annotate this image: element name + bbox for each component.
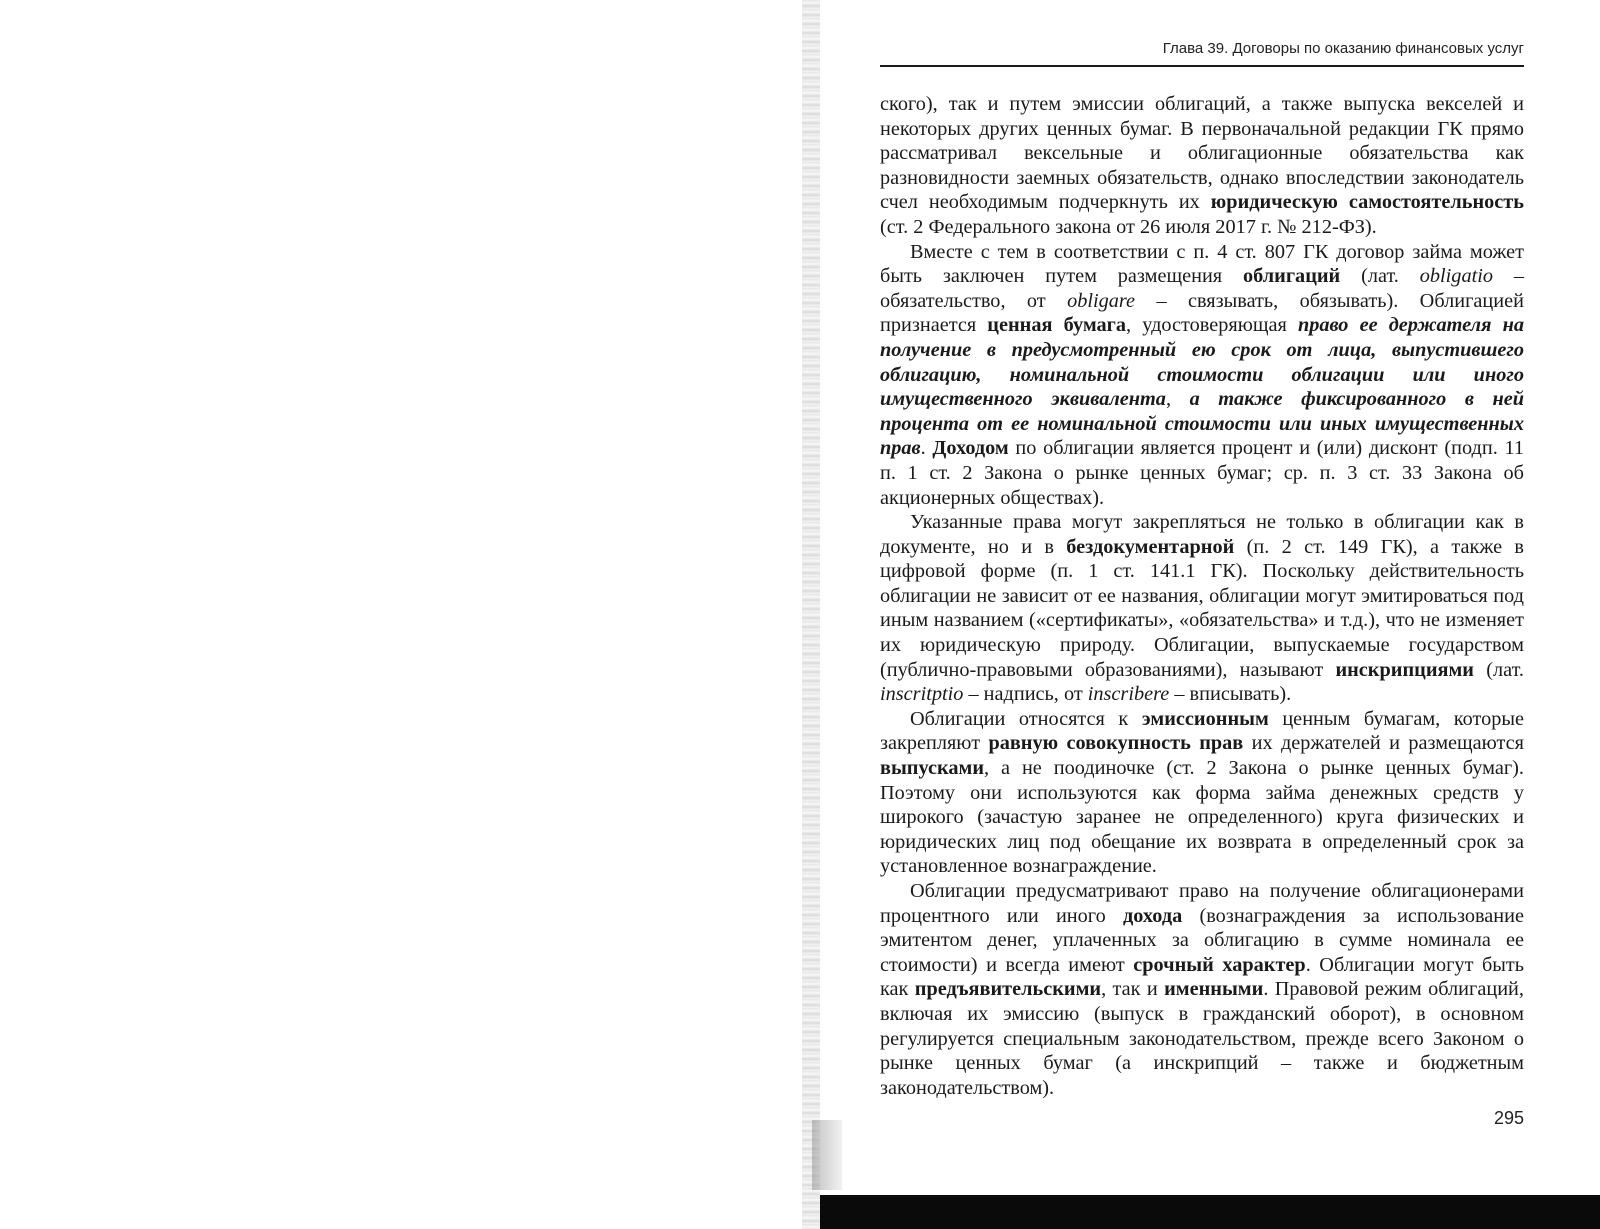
text-run: . — [920, 437, 933, 460]
text-run: , так и — [1101, 978, 1165, 1001]
text-run: – связывать, обязывать). Облигацией признается — [880, 289, 1524, 337]
text-run: , а не поодиночке (ст. 2 Закона о рынке ценных бумаг). Поэтому они используются как форма займа денежных средств у широкого (зачастую заранее не определенного) круга физических и юридических лиц под обещание их возврата в определенный срок за установленное вознаграждение. — [880, 757, 1524, 878]
paragraph — [880, 707, 1524, 879]
book-gutter-edge — [812, 1120, 842, 1190]
italic-term: inscribere — [1087, 683, 1170, 706]
bold-term: юридическую самостоятельность — [1210, 191, 1524, 214]
paragraph — [880, 879, 1524, 1100]
paragraph — [880, 510, 1524, 707]
bold-term: инскрипциями — [1335, 658, 1474, 681]
running-head: Глава 39. Договоры по оказанию финансовых услуг — [880, 40, 1524, 67]
text-run: (лат. — [1474, 658, 1524, 681]
text-run: (вознаграждения за использование эмитентом денег, уплаченных за облигацию в сумме номинала ее стоимости) и всегда имеют — [880, 904, 1524, 976]
bold-italic-definition: право ее держателя на получение в предусмотренный ею срок от лица, выпустившего облигацию, номинальной стоимости облигации или иного имущественного эквивалента — [880, 314, 1524, 411]
text-run: (п. 2 ст. 149 ГК), а также в цифровой форме (п. 1 ст. 141.1 ГК). Поскольку действительность облигации не зависит от ее названия, облигации могут эмитироваться под иным названием («сертификаты», «обязательства» и т.д.), что не изменяет их юридическую природу. Облигации, выпускаемые государством (публично-правовыми образованиями), называют — [880, 535, 1524, 681]
text-run: ского), так и путем эмиссии облигаций, а также выпуска векселей и некоторых других ценных бумаг. В первоначальной редакции ГК прямо рассматривал вексельные и облигационные обязательства как разновидности заемных обязательств, однако впоследствии законодатель счел необходимым подчеркнуть их — [880, 93, 1524, 214]
text-run: – обязательство, от — [880, 265, 1525, 312]
body-text — [880, 92, 1524, 1100]
bold-term: срочный характер — [1133, 953, 1306, 976]
text-run: Указанные права могут закрепляться не только в облигации как в документе, но и в — [880, 511, 1524, 558]
text-run: (ст. 2 Федерального закона от 26 июля 2017 г. № 212-ФЗ). — [880, 215, 1377, 238]
bold-term: равную совокупность прав — [988, 732, 1244, 755]
text-run: Облигации предусматривают право на получение облигационерами процентного или иного — [880, 880, 1524, 927]
text-run: , — [1165, 388, 1190, 411]
text-run: – вписывать). — [1169, 683, 1292, 706]
text-run: Вместе с тем в соответствии с п. 4 ст. 807 ГК договор займа может быть заключен путем размещения — [880, 240, 1524, 288]
italic-term: obligare — [1067, 289, 1136, 312]
text-run: . Облигации могут быть как — [880, 953, 1525, 1001]
scan-bottom-edge — [820, 1195, 1600, 1229]
text-run: ценным бумагам, которые закрепляют — [880, 707, 1525, 755]
book-gutter-shadow — [802, 0, 820, 1229]
italic-term: inscritptio — [880, 683, 964, 706]
text-run: Облигации относятся к — [910, 707, 1142, 730]
text-run: , удостоверяющая — [1126, 314, 1298, 337]
paragraph — [880, 92, 1524, 240]
italic-term: obligatio — [1419, 265, 1493, 288]
bold-term: дохода — [1123, 904, 1183, 927]
bold-term: эмиссионным — [1141, 707, 1269, 730]
text-run: . Правовой режим облигаций, включая их эмиссию (выпуск в гражданский оборот), в основном регулируется специальным законодательством, прежде всего Законом о рынке ценных бумаг (а инскрипций – также и бюджетным законодательством). — [880, 978, 1524, 1099]
bold-term: бездокументарной — [1066, 535, 1235, 558]
text-run: их держателей и размещаются — [1243, 732, 1524, 755]
bold-term: предъявительскими — [914, 978, 1102, 1001]
text-run: (лат. — [1340, 265, 1420, 288]
paragraph — [880, 240, 1524, 511]
bold-term: Доходом — [932, 437, 1009, 460]
text-run: по облигации является процент и (или) дисконт (подп. 11 п. 1 ст. 2 Закона о рынке ценных бумаг; ср. п. 3 ст. 33 Закона об акционерных обществах). — [880, 437, 1524, 509]
text-run: – надпись, от — [963, 683, 1088, 706]
bold-term: именными — [1164, 978, 1264, 1001]
page-number: 295 — [1493, 1108, 1524, 1128]
bold-term: выпусками — [880, 757, 985, 780]
bold-italic-definition: а также фиксированного в ней процента от ее номинальной стоимости или иных имущественных прав — [880, 388, 1525, 460]
bold-term: ценная бумага — [987, 314, 1127, 337]
bold-term: облигаций — [1243, 265, 1341, 288]
